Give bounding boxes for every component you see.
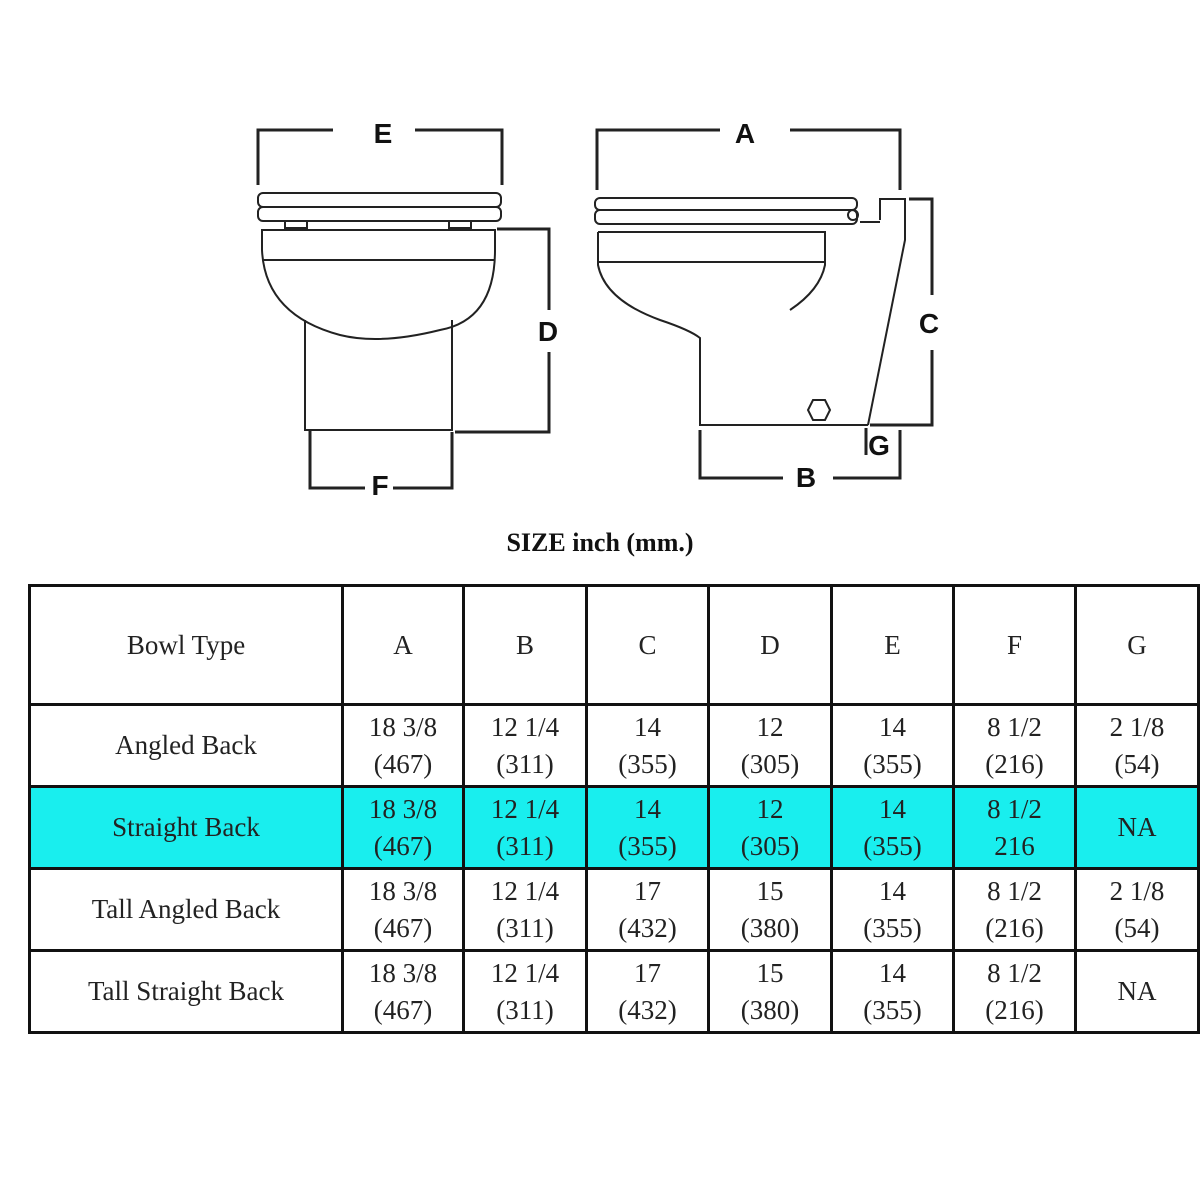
column-header: E <box>832 586 954 705</box>
inch-value: 8 1/2 <box>987 957 1042 988</box>
mm-value: (467) <box>373 748 433 779</box>
inch-value: 12 1/4 <box>490 875 560 906</box>
front-view <box>258 193 501 430</box>
mm-value: (216) <box>985 912 1044 943</box>
inch-value: 14 <box>879 875 906 906</box>
mm-value: (432) <box>618 912 677 943</box>
inch-value: 12 1/4 <box>490 711 560 742</box>
inch-value: 17 <box>634 957 661 988</box>
side-view <box>595 198 905 425</box>
bowl-type-cell: Straight Back <box>30 787 343 869</box>
mm-value: (432) <box>618 994 677 1025</box>
dimension-cell <box>464 869 587 951</box>
dimension-cell <box>343 869 464 951</box>
dimension-lines <box>258 130 932 488</box>
label-e: E <box>373 118 393 149</box>
inch-value: 18 3/8 <box>368 793 438 824</box>
label-c: C <box>918 308 940 339</box>
dimension-cell <box>709 869 832 951</box>
bowl-type-cell: Tall Angled Back <box>30 869 343 951</box>
mm-value: (311) <box>496 830 554 861</box>
mm-value: (355) <box>863 748 922 779</box>
mm-value: (216) <box>985 748 1044 779</box>
table-row <box>30 869 1199 951</box>
dimension-cell <box>954 705 1076 787</box>
inch-value: 12 <box>756 793 784 824</box>
mm-value: (380) <box>740 912 800 943</box>
label-a: A <box>734 118 756 149</box>
dimension-cell <box>709 951 832 1033</box>
dimension-cell <box>954 869 1076 951</box>
mm-value: (305) <box>740 830 800 861</box>
mm-value: (355) <box>863 912 922 943</box>
size-table <box>28 584 1200 1034</box>
inch-value: 14 <box>879 711 906 742</box>
inch-value: 8 1/2 <box>987 875 1042 906</box>
dimension-cell <box>1076 951 1199 1033</box>
dimension-cell <box>709 787 832 869</box>
dimension-cell <box>1076 787 1199 869</box>
column-header: Bowl Type <box>30 586 343 705</box>
mm-value: (355) <box>618 748 677 779</box>
bowl-type-cell: Angled Back <box>30 705 343 787</box>
dimension-cell <box>1076 705 1199 787</box>
column-header: F <box>954 586 1076 705</box>
column-header: B <box>464 586 587 705</box>
dimension-cell <box>954 951 1076 1033</box>
inch-value: 8 1/2 <box>987 793 1042 824</box>
label-d: D <box>537 316 559 347</box>
inch-value: 15 <box>756 957 784 988</box>
mm-value: (54) <box>1114 912 1160 943</box>
dimension-cell <box>832 951 954 1033</box>
dimension-cell <box>587 705 709 787</box>
table-row <box>30 951 1199 1033</box>
inch-value: 14 <box>879 957 906 988</box>
label-f: F <box>371 470 389 501</box>
inch-value: 12 1/4 <box>490 793 560 824</box>
mm-value: (467) <box>373 830 433 861</box>
dimension-cell <box>709 705 832 787</box>
inch-value: 14 <box>634 711 661 742</box>
mm-value: (467) <box>373 912 433 943</box>
header-row <box>30 586 1199 705</box>
mm-value: (467) <box>373 994 433 1025</box>
inch-value: 18 3/8 <box>368 875 438 906</box>
dimension-cell <box>343 787 464 869</box>
label-g: G <box>868 430 890 461</box>
inch-value: 2 1/8 <box>1109 711 1165 742</box>
dimension-cell <box>343 951 464 1033</box>
mm-value: (355) <box>863 994 922 1025</box>
dimension-cell <box>587 951 709 1033</box>
dimension-cell <box>832 869 954 951</box>
inch-value: 12 <box>756 711 784 742</box>
mm-value: 216 <box>994 830 1035 861</box>
inch-value: 18 3/8 <box>368 711 438 742</box>
dimension-cell <box>954 787 1076 869</box>
dimension-cell <box>343 705 464 787</box>
mm-value: (54) <box>1114 748 1160 779</box>
mm-value: (311) <box>496 748 554 779</box>
mm-value: (355) <box>863 830 922 861</box>
size-table-title: SIZE inch (mm.) <box>506 528 694 557</box>
mm-value: (311) <box>496 994 554 1025</box>
inch-value: 8 1/2 <box>987 711 1042 742</box>
dimension-cell <box>464 705 587 787</box>
bowl-type-cell: Tall Straight Back <box>30 951 343 1033</box>
label-b: B <box>795 462 817 493</box>
inch-value: 2 1/8 <box>1109 875 1165 906</box>
dimension-cell <box>464 787 587 869</box>
column-header: A <box>343 586 464 705</box>
mm-value: (305) <box>740 748 800 779</box>
mm-value: (355) <box>618 830 677 861</box>
inch-value: 17 <box>634 875 661 906</box>
mm-value: (311) <box>496 912 554 943</box>
column-header: D <box>709 586 832 705</box>
toilet-dimension-diagram <box>0 0 1200 520</box>
dimension-cell <box>587 869 709 951</box>
inch-value: 18 3/8 <box>368 957 438 988</box>
column-header: G <box>1076 586 1199 705</box>
mm-value: (380) <box>740 994 800 1025</box>
table-row <box>30 705 1199 787</box>
dimension-cell <box>832 787 954 869</box>
dimension-cell <box>832 705 954 787</box>
mm-value: (216) <box>985 994 1044 1025</box>
inch-value: NA <box>1117 812 1157 842</box>
dimension-cell <box>1076 869 1199 951</box>
inch-value: NA <box>1117 976 1157 1006</box>
dimension-cell <box>587 787 709 869</box>
table-row <box>30 787 1199 869</box>
inch-value: 14 <box>879 793 906 824</box>
inch-value: 12 1/4 <box>490 957 560 988</box>
inch-value: 15 <box>756 875 784 906</box>
dimension-cell <box>464 951 587 1033</box>
inch-value: 14 <box>634 793 661 824</box>
column-header: C <box>587 586 709 705</box>
